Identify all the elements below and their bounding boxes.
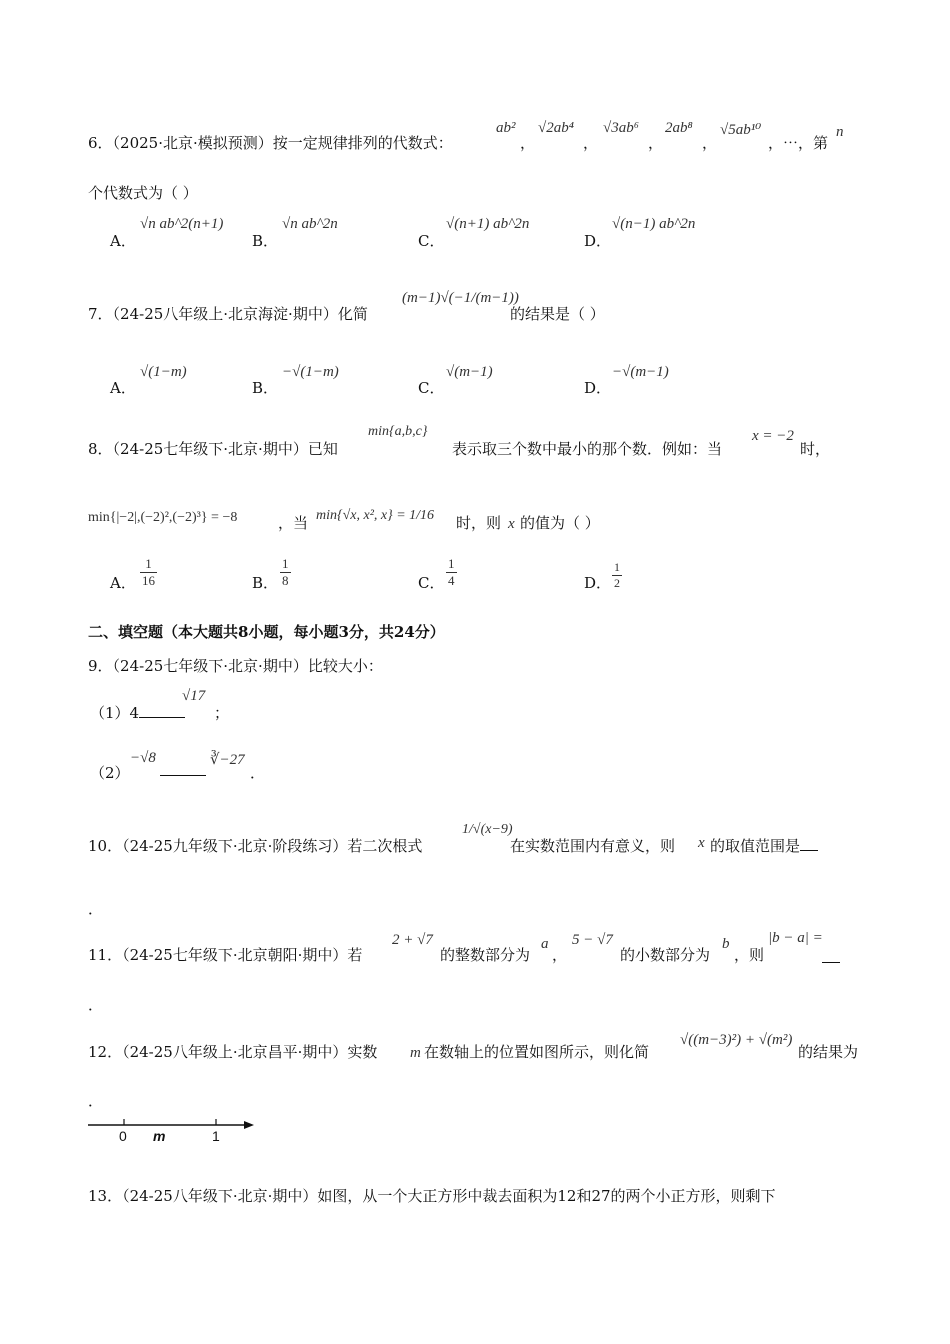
q8-option-c-frac [446,556,457,589]
q8-when: 时， [800,440,831,458]
q8-source: （24-25七年级下·北京·期中）已知 [112,440,338,458]
q7-expr: (m−1)√(−1/(m−1)) [402,290,519,306]
q13-number: 13． [88,1187,123,1205]
q8-example: min{|−2|,(−2)²,(−2)³} = −8 [88,510,238,525]
frac-den: 4 [448,573,455,588]
q6-option-d-expr: √(n−1) ab^2n [612,216,696,232]
q8-option-c: C． [418,574,445,592]
q6-n: n [836,124,844,140]
q7-line [88,303,368,324]
q8-option-a: A． [110,574,136,592]
q8-number: 8． [88,440,113,458]
q6-line2: 个代数式为（ ） [88,184,198,202]
option-label: A． [110,232,136,250]
q11-expr3: |b − a| = [768,930,823,946]
q6-option-a-expr: √n ab^2(n+1) [140,216,224,232]
answer-blank[interactable] [800,850,818,851]
frac-den: 8 [282,573,289,588]
q11-expr2: 5 − √7 [572,932,613,948]
q9-p1-label: （1）4 [90,704,140,722]
q7-option-d-expr: −√(m−1) [612,364,669,380]
q10-source: （24-25九年级下·北京·阶段练习）若二次根式 [122,837,423,855]
q6-seq-2: √3ab⁶ [603,120,639,136]
q8-line1 [88,438,338,459]
q11-blank-wrap [822,944,840,963]
q9-p2-right: ∛−27 [210,752,245,768]
q8-option-d-frac [612,560,622,591]
q11-b: b [722,936,730,952]
number-line-figure [86,1112,266,1146]
q6-comma-2: ， [583,134,599,152]
q11-line [88,944,362,965]
q8-ask: 时，则 [456,514,502,532]
frac-num: 1 [614,560,620,574]
q6-seq-4: √5ab¹⁰ [720,122,762,138]
q10-line [88,835,422,856]
q6-tail: ，⋯，第 [768,134,829,152]
q8-var: x [508,516,515,532]
q9-number: 9． [88,657,113,675]
frac-num: 1 [282,556,289,571]
answer-blank[interactable] [160,775,206,776]
q10-tail2-text: 的取值范围是 [710,837,801,855]
q6-comma-1: ， [520,134,536,152]
q9-source: （24-25七年级下·北京·期中）比较大小： [112,657,383,675]
q7-option-b-expr: −√(1−m) [282,364,339,380]
q11-a: a [541,936,549,952]
q6-source: （2025·北京·模拟预测）按一定规律排列的代数式： [112,134,453,152]
axis-label-0: 0 [119,1128,127,1144]
q9-p1-end: ； [214,704,230,722]
q9-part1 [90,702,185,723]
q7-source: （24-25八年级上·北京海淀·期中）化简 [112,305,368,323]
frac-den: 2 [614,576,620,590]
q6-option-c: C． [418,232,445,250]
answer-blank[interactable] [139,717,185,718]
arrow-icon [244,1121,254,1129]
section-title: 二、填空题（本大题共8小题，每小题3分，共24分） [88,623,445,641]
axis-label-m: m [153,1128,166,1144]
q9-p1-expr: √17 [182,688,206,704]
q10-number: 10． [88,837,123,855]
q8-min-def: min{a,b,c} [368,424,428,439]
q11-comma: ， [552,946,568,964]
q8-option-d: D． [584,574,612,592]
axis-label-1: 1 [212,1128,220,1144]
q11-t1: 的整数部分为 [440,946,531,964]
q8-cond: x = −2 [752,428,794,444]
q8-mid: ，当 [278,514,309,532]
q12-end: ． [88,1092,104,1110]
q8-ask2: 的值为（ ） [520,514,600,532]
frac-num: 1 [140,556,157,573]
q10-expr: 1/√(x−9) [462,822,513,837]
q6-option-b-expr: √n ab^2n [282,216,338,232]
q6-line1 [88,132,453,153]
q12-line [88,1041,377,1062]
q9-p2-blank-wrap [160,762,206,780]
q8-option-b: B． [252,574,279,592]
frac-num: 1 [448,556,455,571]
q11-end: ． [88,996,104,1014]
q12-t1: 在数轴上的位置如图所示，则化简 [424,1043,650,1061]
q12-var: m [410,1045,421,1061]
q12-number: 12． [88,1043,123,1061]
q6-option-d: D． [584,232,612,250]
q13-text: （24-25八年级下·北京·期中）如图，从一个大正方形中裁去面积为12和27的两个小正方形，则剩下 [122,1187,776,1205]
q7-option-a: A． [110,379,136,397]
q6-option-c-expr: √(n+1) ab^2n [446,216,530,232]
q10-end: ． [88,900,104,918]
q7-option-c: C． [418,379,445,397]
q9-p2-label: （2） [90,764,130,782]
q11-t3: ，则 [734,946,765,964]
q9-line [88,655,383,676]
q12-expr: √((m−3)²) + √(m²) [680,1032,793,1048]
q8-option-a-frac [140,556,157,589]
q7-option-d: D． [584,379,612,397]
q6-option-b: B． [252,232,279,250]
q7-option-a-expr: √(1−m) [140,364,187,380]
q7-option-c-expr: √(m−1) [446,364,493,380]
q6-number: 6． [88,134,113,152]
q7-number: 7． [88,305,113,323]
q10-var: x [698,835,705,851]
q12-t2: 的结果为 [798,1043,859,1061]
answer-blank[interactable] [822,944,840,963]
q6-seq-0: ab² [496,120,516,136]
q8-given: min{√x, x², x} = 1/16 [316,508,435,523]
q6-comma-3: ， [648,134,664,152]
q11-t2: 的小数部分为 [620,946,711,964]
q6-option-a [110,230,136,251]
q6-comma-4: ， [702,134,718,152]
frac-den: 16 [142,573,155,588]
q6-seq-3: 2ab⁸ [665,120,693,136]
q9-p2-end: ． [250,764,266,782]
q7-option-b: B． [252,379,279,397]
q6-seq-1: √2ab⁴ [538,120,574,136]
q8-option-b-frac [280,556,291,589]
q10-tail2 [710,835,818,856]
q13-line [88,1185,776,1206]
q11-source: （24-25七年级下·北京朝阳·期中）若 [122,946,363,964]
q11-expr1: 2 + √7 [392,932,433,948]
q10-tail: 在实数范围内有意义，则 [510,837,676,855]
q8-def-text: 表示取三个数中最小的那个数．例如：当 [452,440,723,458]
q11-number: 11． [88,946,123,964]
q9-p2-left: −√8 [130,750,156,766]
q12-source: （24-25八年级上·北京昌平·期中）实数 [122,1043,378,1061]
q7-tail: 的结果是（ ） [510,305,605,323]
